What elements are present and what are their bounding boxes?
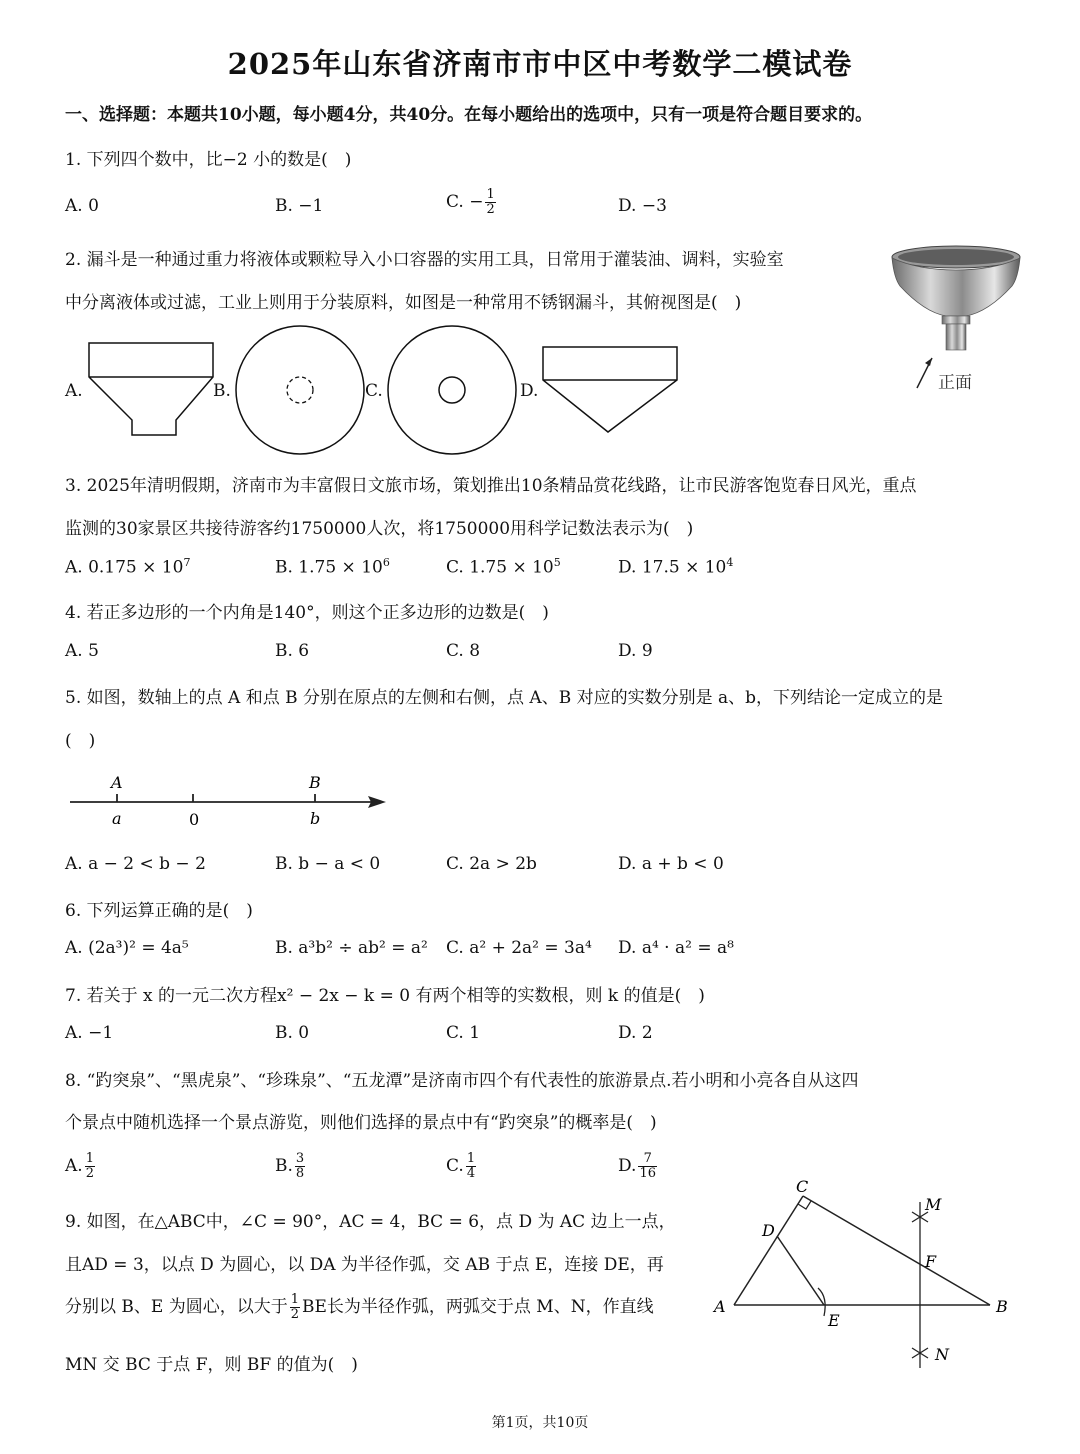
q4-option-a[interactable]: A. 5	[65, 641, 99, 661]
q6-option-c[interactable]: C. a² + 2a² = 3a⁴	[446, 938, 592, 958]
q9-line3	[65, 1292, 654, 1322]
q8-line2: 个景点中随机选择一个景点游览，则他们选择的景点中有“趵突泉”的概率是( )	[65, 1113, 657, 1133]
q1-stem: 1. 下列四个数中，比−2 小的数是( )	[65, 150, 352, 170]
page-footer: 第1页，共10页	[491, 1415, 589, 1431]
q8-option-a-label: A.	[65, 1156, 83, 1176]
q9-half-fraction	[290, 1293, 300, 1322]
q1-option-a[interactable]: A. 0	[65, 196, 99, 216]
fraction-denominator: 2	[290, 1307, 299, 1322]
fraction-numerator: 1	[466, 1151, 476, 1166]
vertex-C-label: C	[796, 1177, 809, 1196]
q8-option-a-fraction	[85, 1152, 95, 1181]
funnel-photo-label: 正面	[938, 373, 972, 393]
q8-option-b-label: B.	[275, 1156, 293, 1176]
fraction-denominator: 8	[295, 1166, 305, 1181]
page-title: 2025年山东省济南市市中区中考数学二模试卷	[227, 47, 853, 81]
q6-stem: 6. 下列运算正确的是( )	[65, 901, 253, 921]
q8-option-d[interactable]	[618, 1152, 659, 1181]
q3-option-b-exponent: 6	[382, 556, 390, 569]
q2-option-b-figure	[234, 324, 366, 456]
q5-line2: ( )	[65, 731, 96, 751]
q4-stem: 4. 若正多边形的一个内角是140°，则这个正多边形的边数是( )	[65, 603, 549, 623]
fraction-denominator: 2	[85, 1166, 94, 1181]
point-E-label: E	[828, 1311, 840, 1330]
q5-option-b[interactable]: B. b − a < 0	[275, 854, 381, 874]
q3-line2: 监测的30家景区共接待游客约1750000人次，将1750000用科学记数法表示为( )	[65, 519, 694, 539]
q4-option-b[interactable]: B. 6	[275, 641, 310, 661]
q9-line3-suffix: BE长为半径作弧，两弧交于点 M、N，作直线	[302, 1297, 654, 1317]
q2-option-c[interactable]: C.	[365, 381, 383, 401]
q2-option-a-figure	[86, 340, 216, 440]
q4-option-d[interactable]: D. 9	[618, 641, 653, 661]
q5-option-c[interactable]: C. 2a > 2b	[446, 854, 537, 874]
q5-option-a[interactable]: A. a − 2 < b − 2	[65, 854, 206, 874]
q3-option-a-base: A. 0.175 × 10	[65, 557, 184, 578]
q2-option-a[interactable]: A.	[65, 381, 83, 401]
fraction-numerator: 7	[638, 1152, 657, 1167]
q9-line3-prefix: 分别以 B、E 为圆心，以大于	[65, 1297, 288, 1317]
q2-line1: 2. 漏斗是一种通过重力将液体或颗粒导入小口容器的实用工具，日常用于灌装油、调料，实验室	[65, 250, 784, 270]
point-F-label: F	[925, 1252, 937, 1271]
q3-option-c[interactable]	[446, 556, 561, 578]
q8-option-c-label: C.	[446, 1156, 464, 1176]
point-D-label: D	[762, 1221, 775, 1240]
q3-option-c-base: C. 1.75 × 10	[446, 557, 554, 578]
origin-label: 0	[189, 810, 200, 829]
q2-option-d[interactable]: D.	[520, 381, 539, 401]
q8-option-c[interactable]	[446, 1152, 478, 1181]
q3-option-d-base: D. 17.5 × 10	[618, 557, 727, 578]
point-b-value: b	[310, 809, 321, 828]
q8-option-c-fraction	[466, 1152, 476, 1181]
q6-option-a[interactable]: A. (2a³)² = 4a⁵	[65, 938, 189, 958]
q1-option-b[interactable]: B. −1	[275, 196, 324, 216]
q1-option-c[interactable]	[446, 188, 498, 217]
q5-line1: 5. 如图，数轴上的点 A 和点 B 分别在原点的左侧和右侧，点 A、B 对应的实数分别是 a、b，下列结论一定成立的是	[65, 688, 944, 708]
q3-option-c-exponent: 5	[553, 556, 561, 569]
point-a-value: a	[112, 809, 122, 828]
q3-option-a[interactable]	[65, 556, 190, 578]
q3-option-b-base: B. 1.75 × 10	[275, 557, 383, 578]
fraction-numerator: 1	[290, 1292, 299, 1307]
q6-option-d[interactable]: D. a⁴ · a² = a⁸	[618, 938, 734, 958]
vertex-A-label: A	[714, 1297, 726, 1316]
fraction-denominator: 4	[466, 1166, 476, 1181]
q2-option-d-figure	[540, 344, 680, 436]
q7-option-c[interactable]: C. 1	[446, 1023, 481, 1043]
point-A-label: A	[111, 773, 123, 792]
q8-option-b-fraction	[295, 1152, 305, 1181]
point-B-label: B	[309, 773, 321, 792]
q5-number-line	[60, 766, 400, 836]
vertex-B-label: B	[996, 1297, 1008, 1316]
q7-option-a[interactable]: A. −1	[65, 1023, 114, 1043]
section-heading: 一、选择题：本题共10小题，每小题4分，共40分。在每小题给出的选项中，只有一项是符合题目要求的。	[65, 105, 873, 125]
q8-option-b[interactable]	[275, 1152, 307, 1181]
q2-line2: 中分离液体或过滤，工业上则用于分装原料，如图是一种常用不锈钢漏斗，其俯视图是( )	[65, 293, 742, 313]
q3-option-a-exponent: 7	[183, 556, 191, 569]
q2-option-b[interactable]: B.	[213, 381, 231, 401]
q9-line2: 且AD = 3，以点 D 为圆心，以 DA 为半径作弧，交 AB 于点 E，连接 DE，再	[65, 1255, 664, 1275]
q3-option-d-exponent: 4	[726, 556, 734, 569]
funnel-photo	[884, 240, 1024, 400]
point-M-label: M	[925, 1195, 942, 1214]
fraction-numerator: 1	[85, 1151, 94, 1166]
fraction-numerator: 1	[486, 187, 495, 202]
q9-triangle-figure	[700, 1170, 1030, 1395]
q9-line4: MN 交 BC 于点 F，则 BF 的值为( )	[65, 1355, 358, 1375]
q4-option-c[interactable]: C. 8	[446, 641, 481, 661]
q5-option-d[interactable]: D. a + b < 0	[618, 854, 724, 874]
q3-option-b[interactable]	[275, 556, 390, 578]
q8-option-d-fraction	[638, 1152, 657, 1181]
q8-option-d-label: D.	[618, 1156, 637, 1176]
fraction-denominator: 2	[486, 202, 495, 217]
q1-option-d[interactable]: D. −3	[618, 196, 667, 216]
q8-option-a[interactable]	[65, 1152, 97, 1181]
point-N-label: N	[935, 1345, 949, 1364]
q7-stem: 7. 若关于 x 的一元二次方程x² − 2x − k = 0 有两个相等的实数根，则 k 的值是( )	[65, 986, 705, 1006]
q1-option-c-prefix: C. −	[446, 192, 484, 212]
q9-line1: 9. 如图，在△ABC中，∠C = 90°，AC = 4，BC = 6，点 D 为 AC 边上一点，	[65, 1212, 676, 1232]
q8-line1: 8. “趵突泉”、“黑虎泉”、“珍珠泉”、“五龙潭”是济南市四个有代表性的旅游景点.若小明和小亮各自从这四	[65, 1071, 859, 1091]
q6-option-b[interactable]: B. a³b² ÷ ab² = a²	[275, 938, 428, 958]
q7-option-d[interactable]: D. 2	[618, 1023, 653, 1043]
q3-option-d[interactable]	[618, 556, 733, 578]
q2-option-c-figure	[386, 324, 518, 456]
q1-option-c-fraction	[485, 188, 495, 217]
fraction-denominator: 16	[639, 1166, 656, 1181]
q3-line1: 3. 2025年清明假期，济南市为丰富假日文旅市场，策划推出10条精品赏花线路，让市民游客饱览春日风光，重点	[65, 476, 917, 496]
q7-option-b[interactable]: B. 0	[275, 1023, 310, 1043]
fraction-numerator: 3	[295, 1151, 305, 1166]
